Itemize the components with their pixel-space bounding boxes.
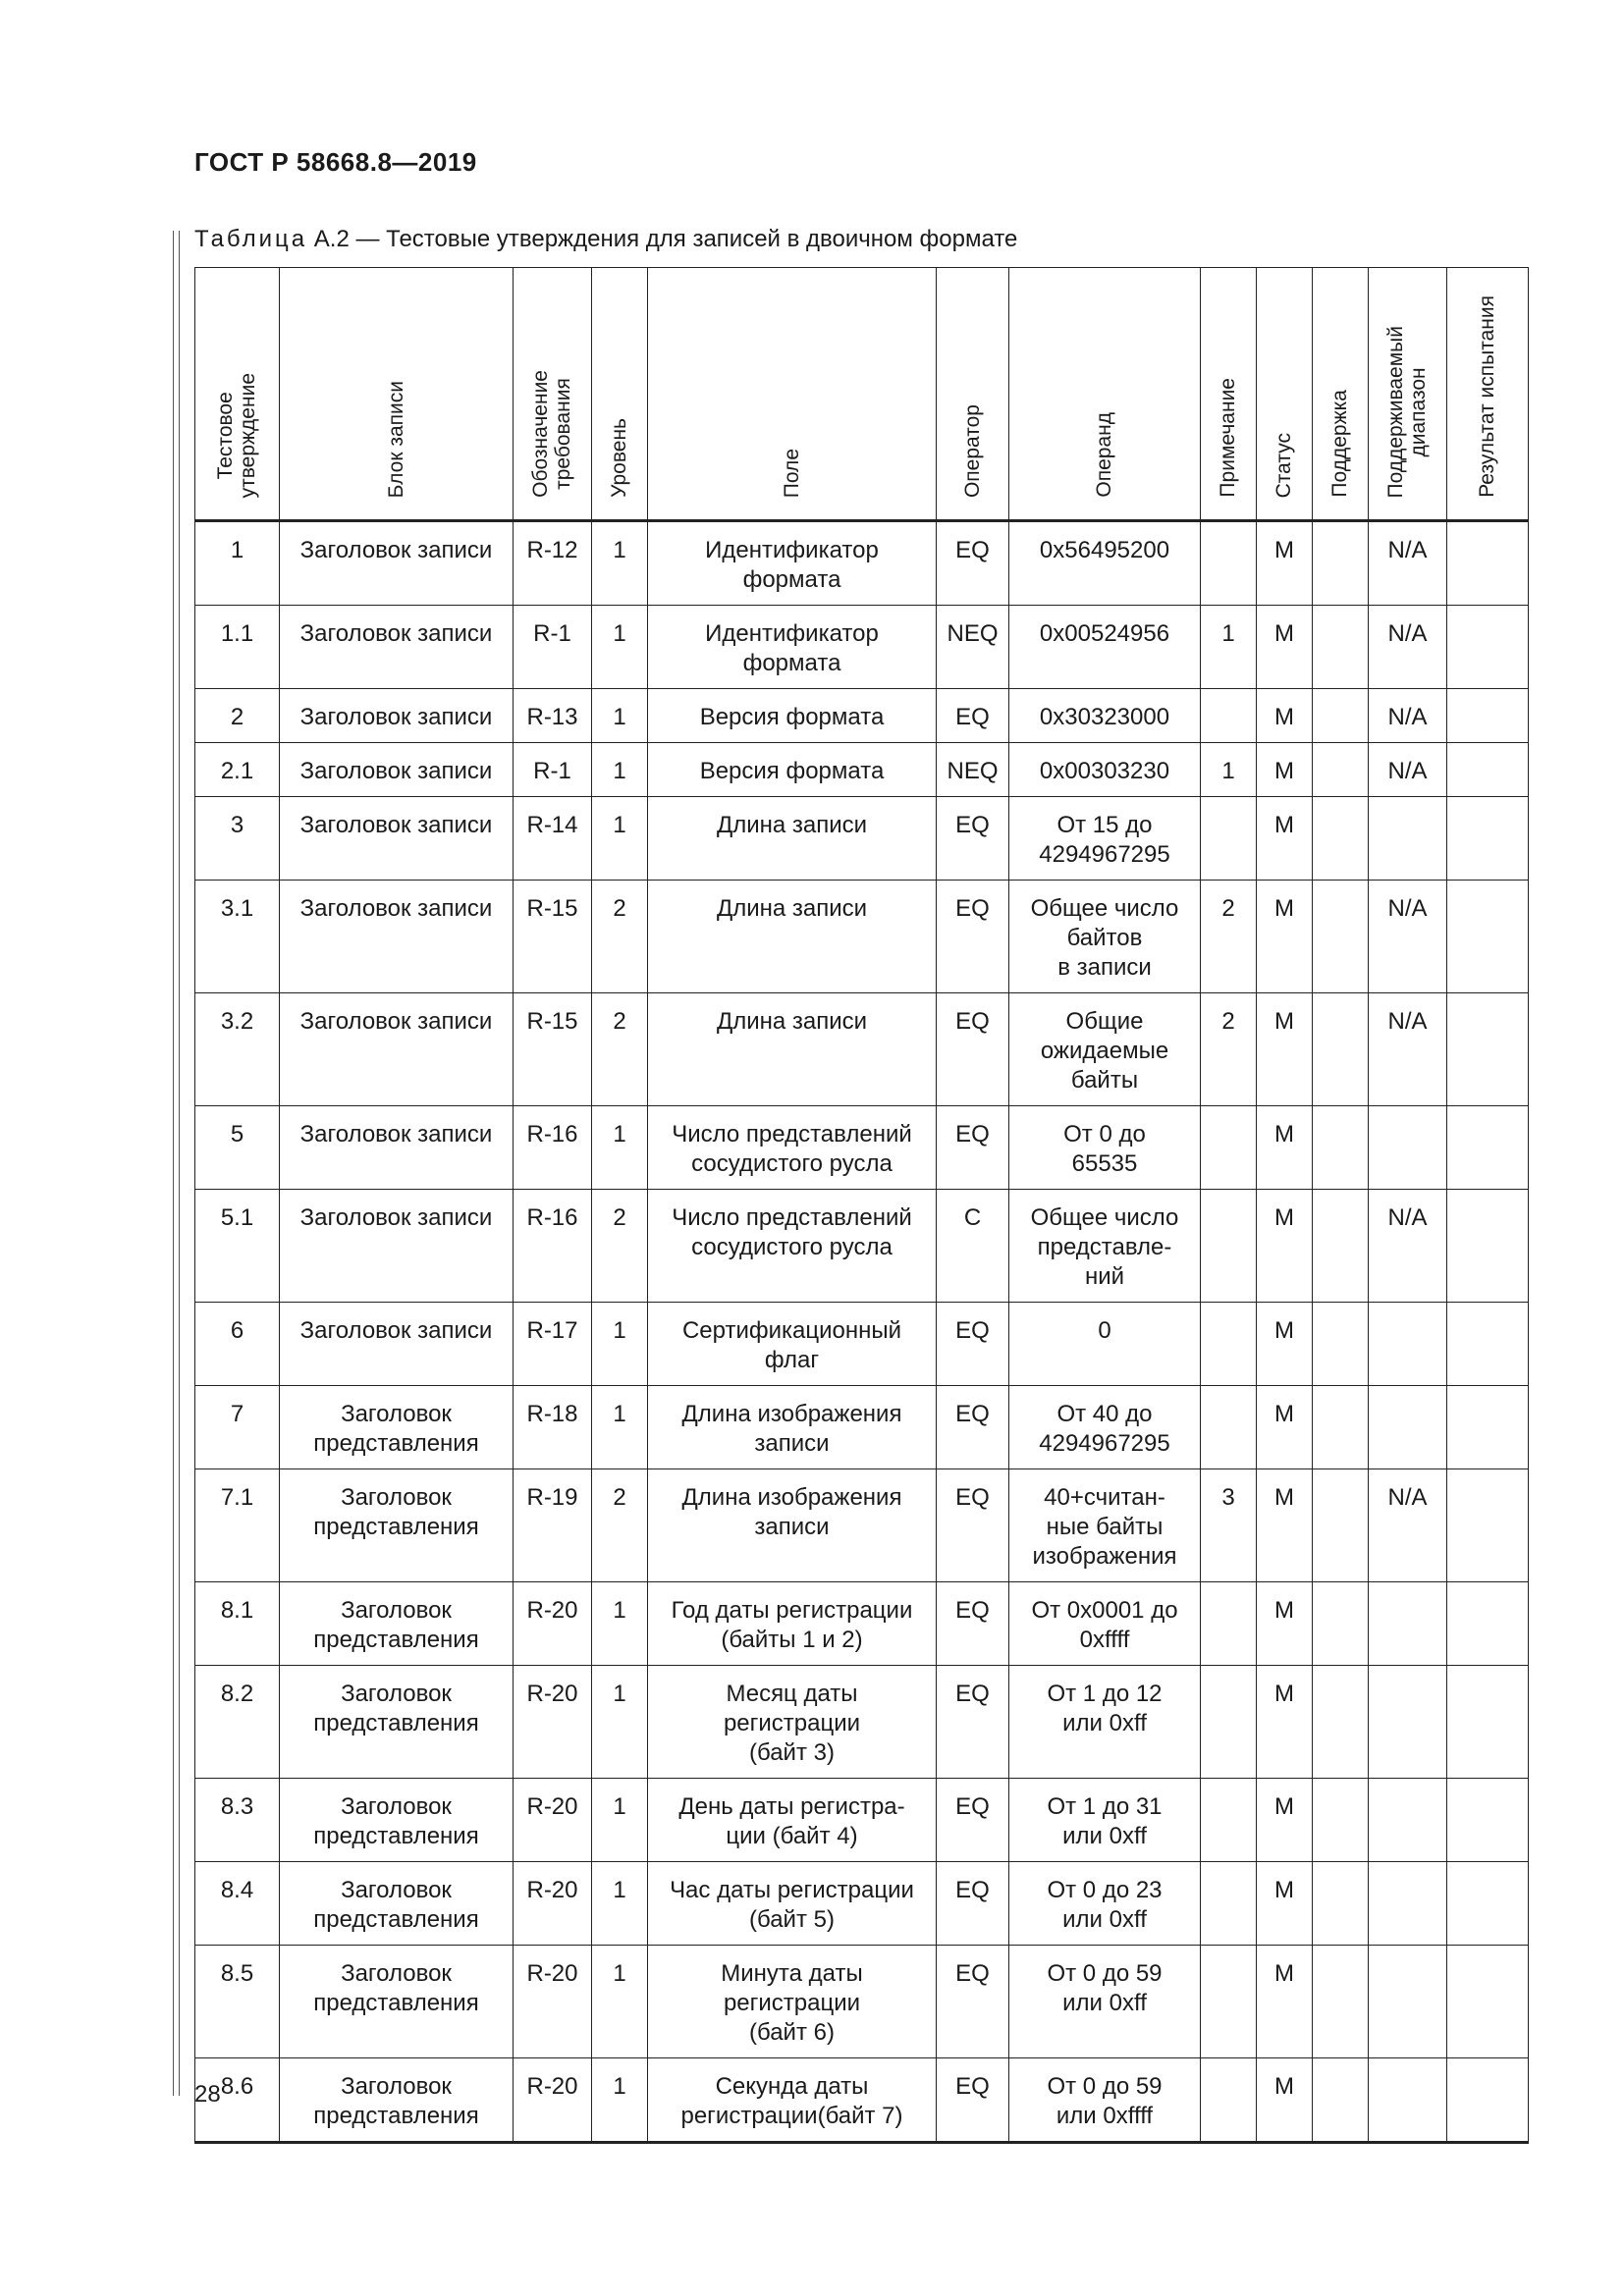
cell-assertion-id: 5.1 <box>195 1190 280 1303</box>
cell-test-result <box>1447 1106 1529 1190</box>
cell-supported-range <box>1369 1779 1447 1862</box>
cell-status: M <box>1257 1582 1313 1666</box>
cell-operand: От 1 до 31 или 0xff <box>1009 1779 1201 1862</box>
table-row <box>195 1190 1529 1303</box>
cell-note <box>1201 521 1257 606</box>
cell-record-block: Заголовок представления <box>280 2058 514 2143</box>
cell-supported-range <box>1369 1106 1447 1190</box>
cell-test-result <box>1447 521 1529 606</box>
cell-test-result <box>1447 2058 1529 2143</box>
table-row <box>195 689 1529 743</box>
cell-requirement-id: R-14 <box>514 797 592 881</box>
cell-note <box>1201 1946 1257 2058</box>
cell-record-block: Заголовок представления <box>280 1469 514 1582</box>
col-header-note: Примечание <box>1201 268 1257 521</box>
cell-test-result <box>1447 689 1529 743</box>
cell-requirement-id: R-20 <box>514 1582 592 1666</box>
cell-status: M <box>1257 1190 1313 1303</box>
cell-test-result <box>1447 743 1529 797</box>
cell-field-name: Длина изображения записи <box>648 1386 937 1469</box>
table-header-row <box>195 268 1529 521</box>
cell-supported-range <box>1369 1582 1447 1666</box>
table-row <box>195 1862 1529 1946</box>
cell-test-result <box>1447 993 1529 1106</box>
cell-level: 1 <box>592 1862 648 1946</box>
col-header-test-result: Результат испытания <box>1447 268 1529 521</box>
col-header-supported-range: Поддерживаемый диапазон <box>1369 268 1447 521</box>
cell-level: 1 <box>592 1946 648 2058</box>
cell-field-name: Длина записи <box>648 881 937 993</box>
cell-test-result <box>1447 1779 1529 1862</box>
cell-note <box>1201 797 1257 881</box>
cell-operator: EQ <box>937 797 1009 881</box>
cell-record-block: Заголовок записи <box>280 993 514 1106</box>
table-row <box>195 606 1529 689</box>
cell-level: 2 <box>592 1190 648 1303</box>
cell-test-result <box>1447 1469 1529 1582</box>
cell-assertion-id: 2.1 <box>195 743 280 797</box>
cell-level: 1 <box>592 606 648 689</box>
cell-operator: EQ <box>937 1779 1009 1862</box>
cell-note <box>1201 689 1257 743</box>
cell-status: M <box>1257 2058 1313 2143</box>
cell-level: 1 <box>592 797 648 881</box>
cell-note <box>1201 1386 1257 1469</box>
cell-status: M <box>1257 993 1313 1106</box>
cell-record-block: Заголовок записи <box>280 743 514 797</box>
cell-assertion-id: 6 <box>195 1303 280 1386</box>
cell-status: M <box>1257 1779 1313 1862</box>
cell-supported-range: N/A <box>1369 743 1447 797</box>
cell-status: M <box>1257 797 1313 881</box>
cell-supported-range: N/A <box>1369 993 1447 1106</box>
cell-field-name: День даты регистра- ции (байт 4) <box>648 1779 937 1862</box>
cell-operand: Общее число представле- ний <box>1009 1190 1201 1303</box>
cell-operator: EQ <box>937 1106 1009 1190</box>
cell-level: 1 <box>592 743 648 797</box>
col-header-support: Поддержка <box>1313 268 1369 521</box>
cell-support <box>1313 521 1369 606</box>
cell-operator: EQ <box>937 1666 1009 1779</box>
col-header-record-block: Блок записи <box>280 268 514 521</box>
table-caption-label: Таблица <box>194 226 308 252</box>
cell-status: M <box>1257 1666 1313 1779</box>
cell-status: M <box>1257 1106 1313 1190</box>
cell-operand: От 40 до 4294967295 <box>1009 1386 1201 1469</box>
cell-record-block: Заголовок записи <box>280 606 514 689</box>
cell-test-result <box>1447 1303 1529 1386</box>
cell-operator: EQ <box>937 1386 1009 1469</box>
cell-operator: EQ <box>937 521 1009 606</box>
cell-level: 1 <box>592 689 648 743</box>
cell-field-name: Версия формата <box>648 689 937 743</box>
cell-assertion-id: 8.3 <box>195 1779 280 1862</box>
cell-assertion-id: 8.5 <box>195 1946 280 2058</box>
cell-support <box>1313 606 1369 689</box>
cell-assertion-id: 8.1 <box>195 1582 280 1666</box>
cell-note <box>1201 1779 1257 1862</box>
cell-operand: От 0 до 23 или 0xff <box>1009 1862 1201 1946</box>
cell-supported-range <box>1369 1862 1447 1946</box>
cell-level: 1 <box>592 1582 648 1666</box>
cell-assertion-id: 8.6 <box>195 2058 280 2143</box>
cell-requirement-id: R-1 <box>514 606 592 689</box>
col-header-requirement: Обозначение требования <box>514 268 592 521</box>
cell-record-block: Заголовок представления <box>280 1946 514 2058</box>
cell-support <box>1313 743 1369 797</box>
cell-requirement-id: R-18 <box>514 1386 592 1469</box>
cell-operand: 40+считан- ные байты изображения <box>1009 1469 1201 1582</box>
cell-status: M <box>1257 1303 1313 1386</box>
cell-supported-range <box>1369 797 1447 881</box>
cell-note: 3 <box>1201 1469 1257 1582</box>
cell-level: 1 <box>592 1666 648 1779</box>
cell-level: 1 <box>592 521 648 606</box>
cell-assertion-id: 8.4 <box>195 1862 280 1946</box>
cell-level: 1 <box>592 2058 648 2143</box>
document-header: ГОСТ Р 58668.8—2019 <box>194 147 477 177</box>
cell-status: M <box>1257 881 1313 993</box>
cell-requirement-id: R-20 <box>514 1779 592 1862</box>
table-row <box>195 1469 1529 1582</box>
cell-supported-range: N/A <box>1369 606 1447 689</box>
cell-test-result <box>1447 797 1529 881</box>
test-assertions-table <box>194 267 1529 2144</box>
cell-test-result <box>1447 881 1529 993</box>
cell-assertion-id: 3.2 <box>195 993 280 1106</box>
cell-field-name: Идентификатор формата <box>648 521 937 606</box>
cell-requirement-id: R-15 <box>514 993 592 1106</box>
cell-test-result <box>1447 1386 1529 1469</box>
cell-note: 2 <box>1201 881 1257 993</box>
cell-operator: EQ <box>937 1469 1009 1582</box>
cell-level: 2 <box>592 993 648 1106</box>
cell-level: 1 <box>592 1386 648 1469</box>
cell-status: M <box>1257 521 1313 606</box>
cell-support <box>1313 1106 1369 1190</box>
cell-note <box>1201 1106 1257 1190</box>
cell-record-block: Заголовок представления <box>280 1666 514 1779</box>
cell-note <box>1201 2058 1257 2143</box>
table-row <box>195 1303 1529 1386</box>
table-row <box>195 2058 1529 2143</box>
cell-supported-range: N/A <box>1369 521 1447 606</box>
cell-record-block: Заголовок записи <box>280 881 514 993</box>
cell-support <box>1313 1190 1369 1303</box>
cell-assertion-id: 3.1 <box>195 881 280 993</box>
cell-supported-range: N/A <box>1369 881 1447 993</box>
cell-requirement-id: R-17 <box>514 1303 592 1386</box>
cell-assertion-id: 5 <box>195 1106 280 1190</box>
cell-field-name: Число представлений сосудистого русла <box>648 1106 937 1190</box>
cell-note <box>1201 1862 1257 1946</box>
cell-requirement-id: R-16 <box>514 1190 592 1303</box>
cell-field-name: Час даты регистрации (байт 5) <box>648 1862 937 1946</box>
table-row <box>195 797 1529 881</box>
cell-support <box>1313 689 1369 743</box>
cell-status: M <box>1257 1862 1313 1946</box>
cell-field-name: Идентификатор формата <box>648 606 937 689</box>
cell-requirement-id: R-19 <box>514 1469 592 1582</box>
cell-support <box>1313 2058 1369 2143</box>
cell-field-name: Сертификационный флаг <box>648 1303 937 1386</box>
cell-assertion-id: 7 <box>195 1386 280 1469</box>
cell-requirement-id: R-15 <box>514 881 592 993</box>
cell-level: 2 <box>592 881 648 993</box>
cell-note: 2 <box>1201 993 1257 1106</box>
page-number: 28 <box>194 2081 221 2108</box>
col-header-assertion: Тестовое утверждение <box>195 268 280 521</box>
cell-operand: 0x00303230 <box>1009 743 1201 797</box>
cell-status: M <box>1257 1386 1313 1469</box>
cell-assertion-id: 1.1 <box>195 606 280 689</box>
cell-supported-range <box>1369 1386 1447 1469</box>
cell-support <box>1313 1779 1369 1862</box>
cell-operator: NEQ <box>937 743 1009 797</box>
cell-supported-range: N/A <box>1369 1190 1447 1303</box>
cell-test-result <box>1447 606 1529 689</box>
table-row <box>195 1386 1529 1469</box>
cell-operand: От 0 до 59 или 0xff <box>1009 1946 1201 2058</box>
cell-operator: EQ <box>937 1946 1009 2058</box>
table-body <box>195 521 1529 2143</box>
col-header-level: Уровень <box>592 268 648 521</box>
cell-supported-range: N/A <box>1369 1469 1447 1582</box>
cell-operand: Общее число байтов в записи <box>1009 881 1201 993</box>
cell-support <box>1313 797 1369 881</box>
cell-supported-range <box>1369 2058 1447 2143</box>
cell-record-block: Заголовок записи <box>280 797 514 881</box>
cell-test-result <box>1447 1666 1529 1779</box>
cell-operand: 0x30323000 <box>1009 689 1201 743</box>
cell-record-block: Заголовок записи <box>280 1106 514 1190</box>
cell-operator: EQ <box>937 1582 1009 1666</box>
cell-requirement-id: R-20 <box>514 1862 592 1946</box>
margin-rule-outer <box>173 231 174 2096</box>
cell-operand: Общие ожидаемые байты <box>1009 993 1201 1106</box>
table-row <box>195 1946 1529 2058</box>
cell-test-result <box>1447 1946 1529 2058</box>
cell-operator: EQ <box>937 2058 1009 2143</box>
cell-assertion-id: 8.2 <box>195 1666 280 1779</box>
cell-operator: EQ <box>937 993 1009 1106</box>
cell-operand: От 0 до 59 или 0xffff <box>1009 2058 1201 2143</box>
cell-supported-range <box>1369 1666 1447 1779</box>
cell-supported-range <box>1369 1303 1447 1386</box>
table-row <box>195 1779 1529 1862</box>
cell-test-result <box>1447 1582 1529 1666</box>
cell-requirement-id: R-16 <box>514 1106 592 1190</box>
cell-support <box>1313 1582 1369 1666</box>
cell-support <box>1313 1386 1369 1469</box>
cell-level: 1 <box>592 1779 648 1862</box>
table-row <box>195 993 1529 1106</box>
cell-field-name: Число представлений сосудистого русла <box>648 1190 937 1303</box>
table-row <box>195 1106 1529 1190</box>
cell-operator: NEQ <box>937 606 1009 689</box>
cell-operand: 0x56495200 <box>1009 521 1201 606</box>
col-header-status: Статус <box>1257 268 1313 521</box>
cell-support <box>1313 1469 1369 1582</box>
cell-status: M <box>1257 606 1313 689</box>
cell-requirement-id: R-13 <box>514 689 592 743</box>
cell-support <box>1313 1862 1369 1946</box>
cell-operand: От 0x0001 до 0xffff <box>1009 1582 1201 1666</box>
cell-field-name: Длина записи <box>648 993 937 1106</box>
col-header-field: Поле <box>648 268 937 521</box>
cell-level: 2 <box>592 1469 648 1582</box>
cell-operator: C <box>937 1190 1009 1303</box>
cell-assertion-id: 7.1 <box>195 1469 280 1582</box>
table-row <box>195 521 1529 606</box>
cell-requirement-id: R-20 <box>514 1666 592 1779</box>
cell-support <box>1313 1666 1369 1779</box>
cell-note <box>1201 1190 1257 1303</box>
cell-status: M <box>1257 689 1313 743</box>
cell-operator: EQ <box>937 881 1009 993</box>
cell-requirement-id: R-20 <box>514 2058 592 2143</box>
cell-note <box>1201 1582 1257 1666</box>
cell-record-block: Заголовок представления <box>280 1862 514 1946</box>
cell-requirement-id: R-20 <box>514 1946 592 2058</box>
cell-field-name: Секунда даты регистрации(байт 7) <box>648 2058 937 2143</box>
cell-operand: 0 <box>1009 1303 1201 1386</box>
cell-level: 1 <box>592 1106 648 1190</box>
cell-supported-range <box>1369 1946 1447 2058</box>
cell-status: M <box>1257 1469 1313 1582</box>
margin-rule-inner <box>179 231 180 2096</box>
cell-record-block: Заголовок записи <box>280 1190 514 1303</box>
table-caption <box>194 226 1017 253</box>
cell-support <box>1313 881 1369 993</box>
cell-assertion-id: 2 <box>195 689 280 743</box>
cell-field-name: Длина записи <box>648 797 937 881</box>
cell-operand: От 15 до 4294967295 <box>1009 797 1201 881</box>
cell-test-result <box>1447 1862 1529 1946</box>
cell-operator: EQ <box>937 1303 1009 1386</box>
col-header-operator: Оператор <box>937 268 1009 521</box>
cell-field-name: Минута даты регистрации (байт 6) <box>648 1946 937 2058</box>
cell-field-name: Месяц даты регистрации (байт 3) <box>648 1666 937 1779</box>
cell-operator: EQ <box>937 1862 1009 1946</box>
cell-record-block: Заголовок представления <box>280 1582 514 1666</box>
cell-assertion-id: 3 <box>195 797 280 881</box>
cell-assertion-id: 1 <box>195 521 280 606</box>
cell-test-result <box>1447 1190 1529 1303</box>
cell-status: M <box>1257 1946 1313 2058</box>
cell-note: 1 <box>1201 606 1257 689</box>
table-row <box>195 1582 1529 1666</box>
table-row <box>195 881 1529 993</box>
cell-operand: От 1 до 12 или 0xff <box>1009 1666 1201 1779</box>
cell-record-block: Заголовок записи <box>280 1303 514 1386</box>
cell-support <box>1313 1303 1369 1386</box>
cell-operand: От 0 до 65535 <box>1009 1106 1201 1190</box>
cell-support <box>1313 1946 1369 2058</box>
cell-support <box>1313 993 1369 1106</box>
cell-field-name: Версия формата <box>648 743 937 797</box>
table-row <box>195 1666 1529 1779</box>
cell-note: 1 <box>1201 743 1257 797</box>
cell-record-block: Заголовок записи <box>280 689 514 743</box>
cell-field-name: Год даты регистрации (байты 1 и 2) <box>648 1582 937 1666</box>
cell-supported-range: N/A <box>1369 689 1447 743</box>
cell-operand: 0x00524956 <box>1009 606 1201 689</box>
cell-note <box>1201 1666 1257 1779</box>
cell-status: M <box>1257 743 1313 797</box>
table-caption-text: А.2 — Тестовые утверждения для записей в двоичном формате <box>307 226 1018 252</box>
cell-record-block: Заголовок записи <box>280 521 514 606</box>
cell-field-name: Длина изображения записи <box>648 1469 937 1582</box>
cell-note <box>1201 1303 1257 1386</box>
cell-level: 1 <box>592 1303 648 1386</box>
cell-record-block: Заголовок представления <box>280 1386 514 1469</box>
cell-requirement-id: R-1 <box>514 743 592 797</box>
col-header-operand: Операнд <box>1009 268 1201 521</box>
cell-record-block: Заголовок представления <box>280 1779 514 1862</box>
cell-requirement-id: R-12 <box>514 521 592 606</box>
table-row <box>195 743 1529 797</box>
cell-operator: EQ <box>937 689 1009 743</box>
